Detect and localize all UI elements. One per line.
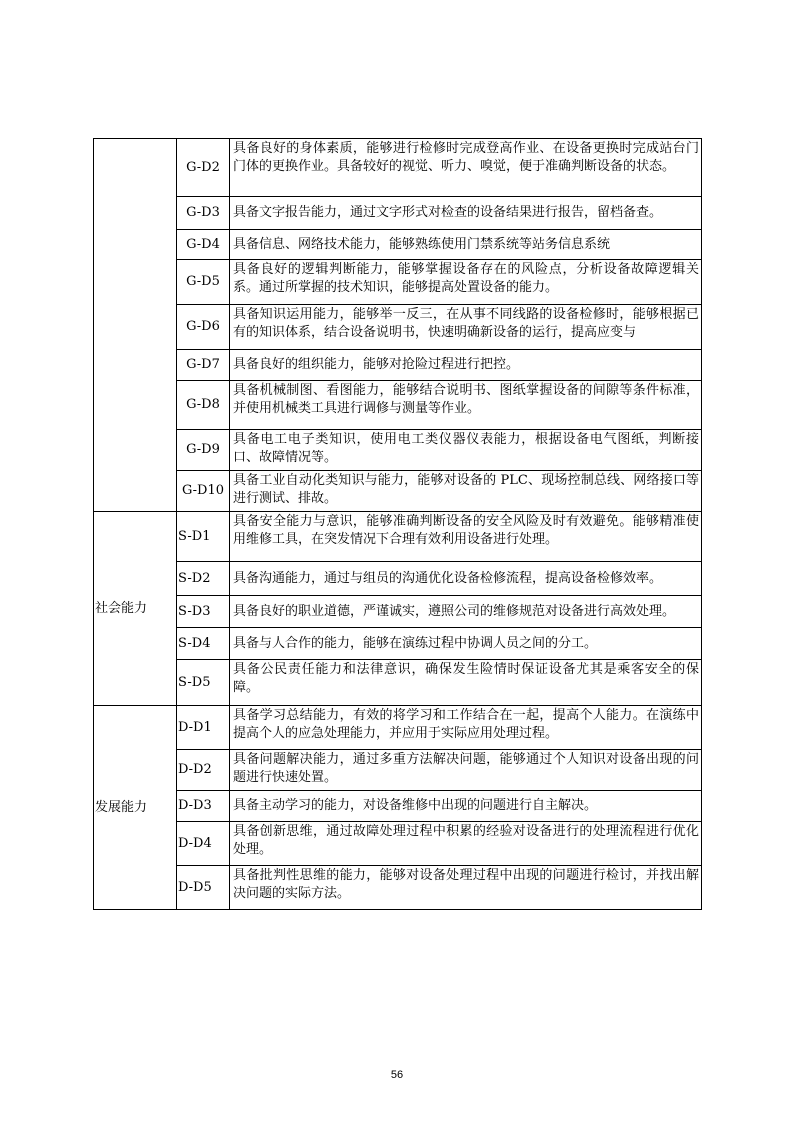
- ability-code: S-D2: [177, 562, 230, 596]
- ability-description: 具备创新思维，通过故障处理过程中积累的经验对设备进行的处理流程进行优化处理。: [230, 822, 702, 866]
- ability-code: S-D1: [177, 512, 230, 562]
- ability-code: D-D5: [177, 866, 230, 910]
- ability-code: G-D2: [177, 139, 230, 197]
- ability-description: 具备与人合作的能力，能够在演练过程中协调人员之间的分工。: [230, 628, 702, 660]
- table-row: [94, 350, 702, 381]
- table-row: [94, 660, 702, 706]
- table-row: [94, 562, 702, 596]
- category-cell: 社会能力: [94, 512, 177, 706]
- ability-description: 具备批判性思维的能力，能够对设备处理过程中出现的问题进行检讨，并找出解决问题的实际方法。: [230, 866, 702, 910]
- ability-table: [93, 138, 702, 910]
- ability-description: 具备问题解决能力，通过多重方法解决问题，能够通过个人知识对设备出现的问题进行快速处置。: [230, 750, 702, 791]
- ability-description: 具备信息、网络技术能力，能够熟练使用门禁系统等站务信息系统: [230, 230, 702, 260]
- ability-code: G-D5: [177, 260, 230, 305]
- table-row: [94, 430, 702, 471]
- ability-description: 具备机械制图、看图能力，能够结合说明书、图纸掌握设备的间隙等条件标准，并使用机械类工具进行调修与测量等作业。: [230, 381, 702, 430]
- ability-description: 具备文字报告能力，通过文字形式对检查的设备结果进行报告，留档备查。: [230, 197, 702, 230]
- ability-code: S-D5: [177, 660, 230, 706]
- page-number: 56: [390, 1069, 404, 1081]
- table-row: [94, 260, 702, 305]
- ability-code: G-D7: [177, 350, 230, 381]
- ability-description: 具备良好的身体素质，能够进行检修时完成登高作业、在设备更换时完成站台门门体的更换作业。具备较好的视觉、听力、嗅觉，便于准确判断设备的状态。: [230, 139, 702, 197]
- ability-code: D-D1: [177, 706, 230, 750]
- ability-code: G-D9: [177, 430, 230, 471]
- ability-description: 具备知识运用能力，能够举一反三，在从事不同线路的设备检修时，能够根据已有的知识体系，结合设备说明书，快速明确新设备的运行，提高应变与: [230, 305, 702, 350]
- table-row: [94, 381, 702, 430]
- table-row: [94, 706, 702, 750]
- ability-code: G-D10: [177, 471, 230, 512]
- ability-description: 具备主动学习的能力，对设备维修中出现的问题进行自主解决。: [230, 791, 702, 822]
- ability-description: 具备电工电子类知识，使用电工类仪器仪表能力，根据设备电气图纸，判断接口、故障情况等。: [230, 430, 702, 471]
- category-cell: 发展能力: [94, 706, 177, 910]
- ability-code: G-D4: [177, 230, 230, 260]
- table-row: [94, 197, 702, 230]
- ability-description: 具备良好的组织能力，能够对抢险过程进行把控。: [230, 350, 702, 381]
- ability-description: 具备沟通能力，通过与组员的沟通优化设备检修流程，提高设备检修效率。: [230, 562, 702, 596]
- ability-description: 具备良好的职业道德，严谨诚实，遵照公司的维修规范对设备进行高效处理。: [230, 596, 702, 628]
- table-row: [94, 305, 702, 350]
- category-cell: [94, 139, 177, 512]
- ability-description: 具备学习总结能力，有效的将学习和工作结合在一起，提高个人能力。在演练中提高个人的应急处理能力，并应用于实际应用处理过程。: [230, 706, 702, 750]
- ability-code: G-D3: [177, 197, 230, 230]
- ability-code: D-D4: [177, 822, 230, 866]
- table-row: [94, 230, 702, 260]
- ability-description: 具备工业自动化类知识与能力，能够对设备的 PLC、现场控制总线、网络接口等进行测试、排故。: [230, 471, 702, 512]
- table-row: [94, 139, 702, 197]
- table-row: [94, 471, 702, 512]
- ability-description: 具备安全能力与意识，能够准确判断设备的安全风险及时有效避免。能够精准使用维修工具，在突发情况下合理有效利用设备进行处理。: [230, 512, 702, 562]
- ability-code: S-D3: [177, 596, 230, 628]
- table-row: [94, 596, 702, 628]
- table-row: [94, 512, 702, 562]
- table-row: [94, 822, 702, 866]
- ability-code: G-D6: [177, 305, 230, 350]
- ability-code: S-D4: [177, 628, 230, 660]
- table-row: [94, 750, 702, 791]
- table-row: [94, 791, 702, 822]
- table-row: [94, 628, 702, 660]
- ability-code: G-D8: [177, 381, 230, 430]
- table-row: [94, 866, 702, 910]
- ability-description: 具备良好的逻辑判断能力，能够掌握设备存在的风险点，分析设备故障逻辑关系。通过所掌握的技术知识，能够提高处置设备的能力。: [230, 260, 702, 305]
- ability-code: D-D3: [177, 791, 230, 822]
- ability-code: D-D2: [177, 750, 230, 791]
- ability-description: 具备公民责任能力和法律意识，确保发生险情时保证设备尤其是乘客安全的保障。: [230, 660, 702, 706]
